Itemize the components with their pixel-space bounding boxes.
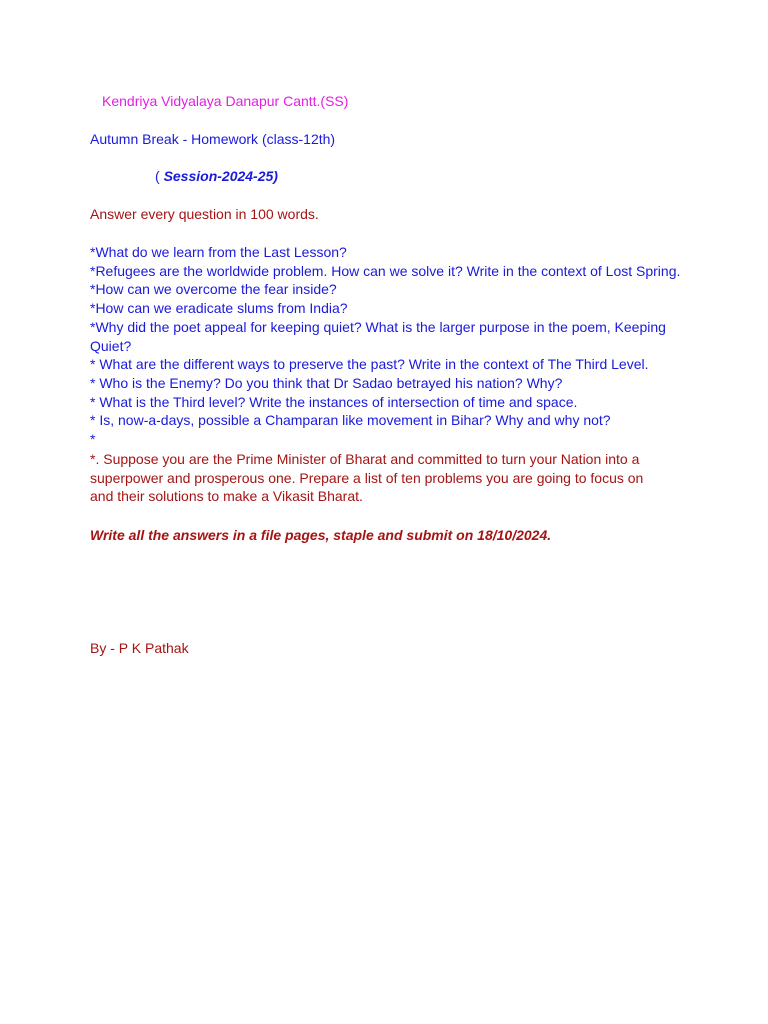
question-list — [90, 243, 680, 449]
session-label: Session-2024-25) — [163, 168, 278, 184]
session-open-paren: ( — [155, 168, 164, 184]
author-signature: By - P K Pathak — [90, 640, 189, 656]
question-item: *How can we eradicate slums from India? — [90, 300, 348, 317]
question-item: *What do we learn from the Last Lesson? — [90, 244, 347, 260]
school-name: Kendriya Vidyalaya Danapur Cantt.(SS) — [102, 93, 349, 109]
question-item: * Is, now-a-days, possible a Champaran like movement in Bihar? Why and why not? — [90, 412, 611, 429]
question-item: *How can we overcome the fear inside? — [90, 281, 337, 298]
question-item: *Refugees are the worldwide problem. How can we solve it? Write in the context of Lost Spring. — [90, 262, 681, 279]
instruction-text: Answer every question in 100 words. — [90, 206, 319, 222]
homework-heading: Autumn Break - Homework (class-12th) — [90, 131, 336, 147]
question-item: * What is the Third level? Write the instances of intersection of time and space. — [90, 393, 578, 410]
question-item: * What are the different ways to preserve the past? Write in the context of The Third Level. — [90, 356, 649, 373]
final-question: *. Suppose you are the Prime Minister of Bharat and committed to turn your Nation into a superpower and prosperous one. Prepare a list of ten problems you are going to focus on and their solutions to make a Vikasit Bharat. — [90, 451, 644, 505]
session-line — [155, 167, 278, 185]
question-item: * Who is the Enemy? Do you think that Dr Sadao betrayed his nation? Why? — [90, 374, 563, 391]
question-item: * — [90, 431, 96, 448]
question-item: *Why did the poet appeal for keeping quiet? What is the larger purpose in the poem, Keeping Quiet? — [90, 318, 666, 354]
submission-note: Write all the answers in a file pages, staple and submit on 18/10/2024. — [90, 527, 552, 543]
